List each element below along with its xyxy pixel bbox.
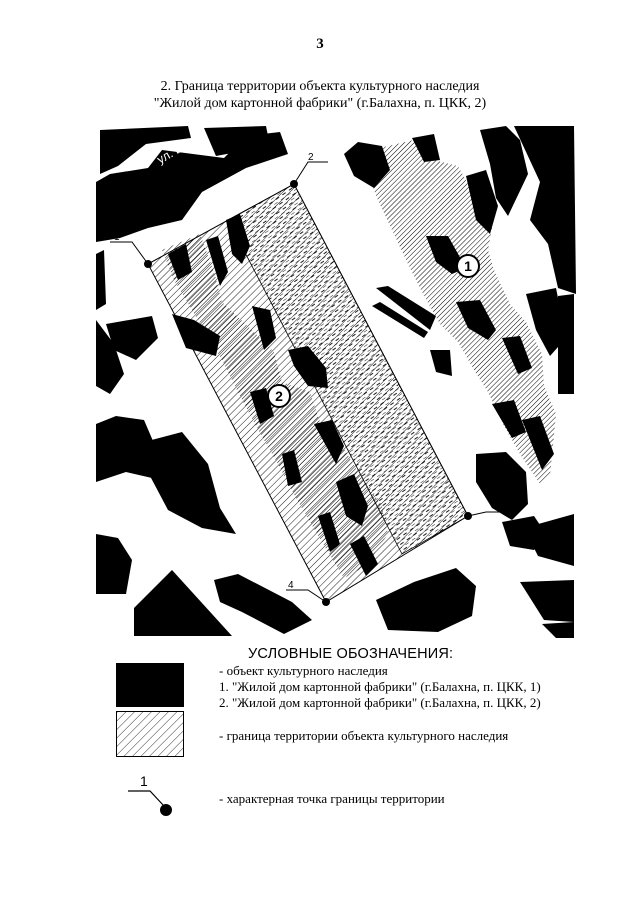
- boundary-point-1: [144, 260, 152, 268]
- legend-point-number: 1: [140, 774, 148, 789]
- point-number-4: 4: [288, 580, 294, 591]
- title-line-2: "Жилой дом картонной фабрики" (г.Балахна, п. ЦКК, 2): [153, 96, 487, 111]
- object-marker-2: [268, 385, 290, 407]
- boundary-map: [96, 124, 636, 644]
- legend-swatch-boundary: [116, 711, 184, 757]
- legend-point: - характерная точка границы территории: [219, 791, 445, 806]
- legend-object-2: 2. "Жилой дом картонной фабрики" (г.Балахна, п. ЦКК, 2): [219, 695, 541, 710]
- object-marker-2-label: 2: [275, 388, 283, 404]
- point-number-3: 3: [500, 502, 506, 513]
- title-line-1: 2. Граница территории объекта культурного наследия: [160, 79, 480, 94]
- legend-object-1: 1. "Жилой дом картонной фабрики" (г.Балахна, п. ЦКК, 1): [219, 679, 541, 694]
- point-number-2: 2: [308, 152, 314, 163]
- boundary-point-2: [290, 180, 298, 188]
- legend-object-title: - объект культурного наследия: [219, 663, 388, 678]
- street-label: ул. ЦКК: [154, 133, 199, 167]
- page-number: 3: [316, 36, 324, 52]
- legend-boundary: - граница территории объекта культурного наследия: [219, 728, 509, 743]
- legend-point-symbol: [124, 774, 184, 820]
- boundary-point-4: [322, 598, 330, 606]
- boundary-point-3: [464, 512, 472, 520]
- legend-heading: УСЛОВНЫЕ ОБОЗНАЧЕНИЯ:: [248, 646, 454, 662]
- point-number-1: 1: [114, 232, 120, 243]
- legend-swatch-object: [116, 663, 184, 707]
- object-marker-1-label: 1: [464, 258, 472, 274]
- object-marker-1: [457, 255, 479, 277]
- page-title: [0, 78, 640, 112]
